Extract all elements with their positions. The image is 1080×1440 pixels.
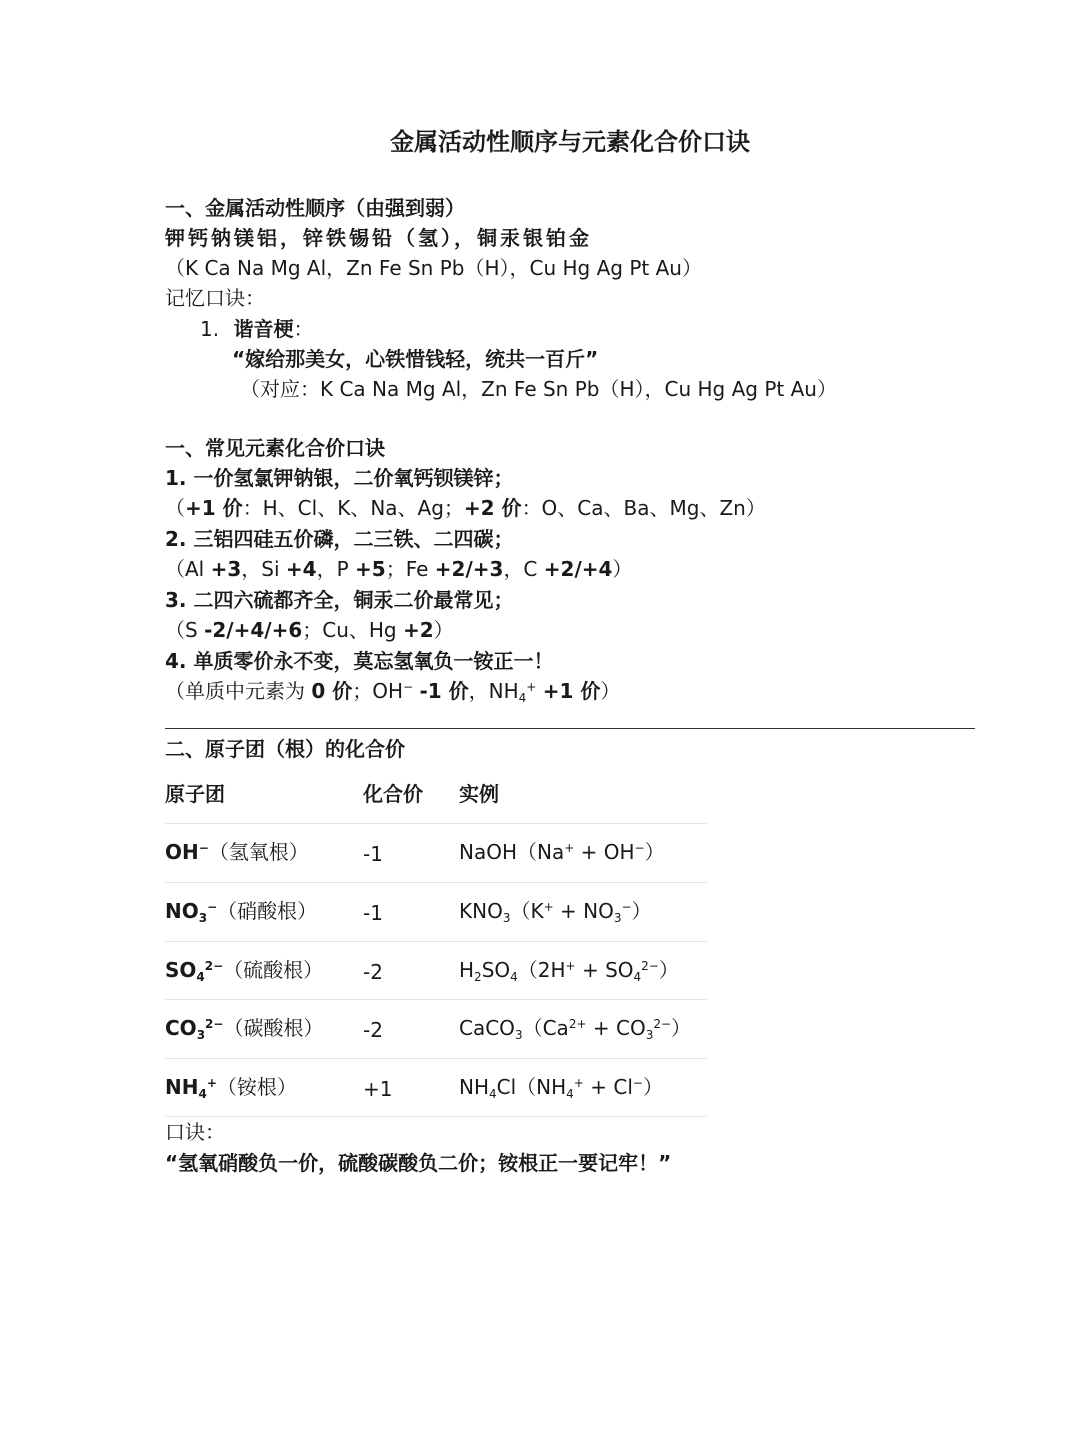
text: NH [459, 1075, 489, 1099]
text: （K [510, 899, 544, 923]
valence-rule-1: 1. 一价氢氯钾钠银，二价氧钙钡镁锌； [165, 466, 514, 490]
valence-value: -1 价 [419, 679, 469, 703]
table-row-cell-example [459, 898, 652, 924]
text: ，NH [468, 679, 519, 703]
text: （Al [165, 557, 211, 581]
section-heading-radicals: 二、原子团（根）的化合价 [165, 737, 405, 761]
text: ） [658, 958, 679, 982]
text: + NO [553, 899, 614, 923]
metal-symbols: （K Ca Na Mg Al，Zn Fe Sn Pb（H），Cu Hg Ag Pt Au） [165, 256, 702, 280]
text: CaCO [459, 1016, 515, 1040]
text: + CO [586, 1016, 646, 1040]
table-row-cell-example [459, 839, 665, 865]
subscript: 2 [474, 970, 482, 984]
row-divider [165, 1058, 707, 1059]
valence-rule-4: 4. 单质零价永不变，莫忘氢氧负一铵正一！ [165, 649, 554, 673]
charge: − [198, 841, 209, 855]
ion-name: （氢氧根） [208, 840, 309, 864]
charge: + [526, 680, 537, 694]
row-divider [165, 882, 707, 883]
charge: − [403, 680, 414, 694]
text: + SO [575, 958, 634, 982]
table-row-cell-valence: -1 [363, 901, 383, 925]
text: ） [631, 899, 652, 923]
charge: + [543, 900, 554, 914]
text: ） [600, 679, 621, 703]
ion-name: （硝酸根） [217, 899, 318, 923]
row-divider [165, 941, 707, 942]
text: ；Fe [385, 557, 435, 581]
subscript: 4 [518, 691, 527, 705]
section-divider [165, 728, 975, 729]
memory-item-title: 谐音梗 [233, 317, 294, 341]
table-row-cell-radical [165, 957, 323, 983]
ion-formula: CO [165, 1016, 197, 1040]
subscript: 4 [489, 1087, 497, 1101]
table-row-cell-radical [165, 839, 309, 865]
charge: + [573, 1076, 584, 1090]
table-row-cell-radical [165, 1074, 297, 1100]
subscript: 3 [514, 1028, 523, 1042]
subscript: 3 [198, 911, 208, 925]
ion-name: （铵根） [216, 1075, 297, 1099]
subscript: 4 [198, 1087, 207, 1101]
table-header-radical: 原子团 [165, 782, 225, 806]
subscript: 3 [613, 911, 622, 925]
text: ：O、Ca、Ba、Mg、Zn） [521, 496, 766, 520]
valence-value: +2/+3 [434, 557, 504, 581]
subscript: 3 [645, 1028, 654, 1042]
subscript: 4 [510, 970, 518, 984]
valence-rule-3-detail [165, 617, 454, 643]
text: （Ca [522, 1016, 569, 1040]
text: ，P [316, 557, 356, 581]
table-header-valence: 化合价 [363, 782, 423, 806]
text: ） [642, 1075, 663, 1099]
ion-formula: OH [165, 840, 199, 864]
ion-name: （硫酸根） [223, 958, 324, 982]
text: + Cl [583, 1075, 633, 1099]
mnemonic-quote: “嫁给那美女，心铁惜钱轻，统共一百斤” [232, 347, 599, 371]
text: Cl（NH [496, 1075, 567, 1099]
row-divider [165, 1116, 707, 1117]
charge: + [564, 841, 575, 855]
table-row-cell-example [459, 1074, 663, 1100]
text: （单质中元素为 [165, 679, 312, 703]
mnemonic-correspondence: （对应：K Ca Na Mg Al，Zn Fe Sn Pb（H），Cu Hg Ag Pt Au） [240, 377, 837, 401]
table-row-cell-valence: +1 [363, 1077, 393, 1101]
radical-mnemonic: “氢氧硝酸负一价，硫酸碳酸负二价；铵根正一要记牢！” [165, 1151, 672, 1175]
table-row-cell-example [459, 957, 679, 983]
charge: + [565, 959, 576, 973]
subscript: 3 [502, 911, 511, 925]
ion-formula: SO [165, 958, 197, 982]
charge: 2+ [568, 1017, 587, 1031]
text: + OH [574, 840, 635, 864]
valence-rule-3: 3. 二四六硫都齐全，铜汞二价最常见； [165, 588, 514, 612]
valence-value: +2 [402, 618, 434, 642]
row-divider [165, 823, 707, 824]
table-row-cell-valence: -1 [363, 842, 383, 866]
table-row-cell-radical [165, 898, 317, 924]
text: ，C [503, 557, 544, 581]
section-heading-metal-activity: 一、金属活动性顺序（由强到弱） [165, 196, 465, 220]
table-row-cell-valence: -2 [363, 960, 383, 984]
memory-label: 记忆口诀： [165, 286, 265, 310]
charge: 2− [653, 1017, 672, 1031]
text: ，Si [241, 557, 286, 581]
charge: − [632, 1076, 643, 1090]
charge: − [621, 900, 632, 914]
table-row-cell-radical [165, 1015, 323, 1041]
valence-value: -2/+4/+6 [204, 618, 303, 642]
charge: − [207, 900, 218, 914]
valence-value: +5 [355, 557, 386, 581]
subscript: 4 [633, 970, 642, 984]
text: （ [165, 496, 185, 520]
text: H [459, 958, 475, 982]
valence-value: 0 价 [311, 679, 353, 703]
valence-value: +3 [210, 557, 242, 581]
text: （2H [517, 958, 566, 982]
valence-rule-2: 2. 三铝四硅五价磷，二三铁、二四碳； [165, 527, 514, 551]
subscript: 3 [196, 1028, 206, 1042]
text: ） [644, 840, 665, 864]
charge: + [206, 1076, 217, 1090]
list-number: 1. [200, 317, 220, 341]
memory-item-1 [200, 316, 313, 342]
subscript: 4 [566, 1087, 574, 1101]
table-header-example: 实例 [459, 782, 499, 806]
valence-rule-1-detail [165, 495, 766, 521]
memory-item-colon: ： [293, 317, 314, 341]
valence-value: +1 价 [185, 496, 243, 520]
valence-value: +2/+4 [543, 557, 613, 581]
text: SO [481, 958, 511, 982]
valence-rule-2-detail [165, 556, 632, 582]
radical-mnemonic-label: 口诀： [165, 1120, 225, 1144]
page-title: 金属活动性顺序与元素化合价口诀 [390, 128, 750, 156]
valence-value: +4 [285, 557, 317, 581]
charge: 2− [204, 959, 224, 973]
text: ） [671, 1016, 692, 1040]
subscript: 4 [196, 970, 205, 984]
table-row-cell-example [459, 1015, 691, 1041]
table-row-cell-valence: -2 [363, 1018, 383, 1042]
ion-formula: NO [165, 899, 199, 923]
section-heading-valence: 一、常见元素化合价口诀 [165, 436, 385, 460]
valence-value: +2 价 [463, 496, 522, 520]
valence-value: +1 价 [542, 679, 601, 703]
text: （S [165, 618, 205, 642]
text: ） [612, 557, 633, 581]
valence-rule-4-detail [165, 678, 620, 704]
text: ；OH [352, 679, 404, 703]
row-divider [165, 999, 707, 1000]
text: KNO [459, 899, 503, 923]
charge: 2− [641, 959, 659, 973]
ion-formula: NH [165, 1075, 199, 1099]
text: ：H、Cl、K、Na、Ag； [242, 496, 464, 520]
charge: 2− [205, 1017, 224, 1031]
ion-name: （碳酸根） [223, 1016, 324, 1040]
charge: − [634, 841, 645, 855]
text: ；Cu、Hg [302, 618, 403, 642]
text: NaOH（Na [459, 840, 565, 864]
text: ） [433, 618, 454, 642]
metal-sequence: 钾钙钠镁铝，锌铁锡铅（氢），铜汞银铂金 [165, 226, 592, 250]
